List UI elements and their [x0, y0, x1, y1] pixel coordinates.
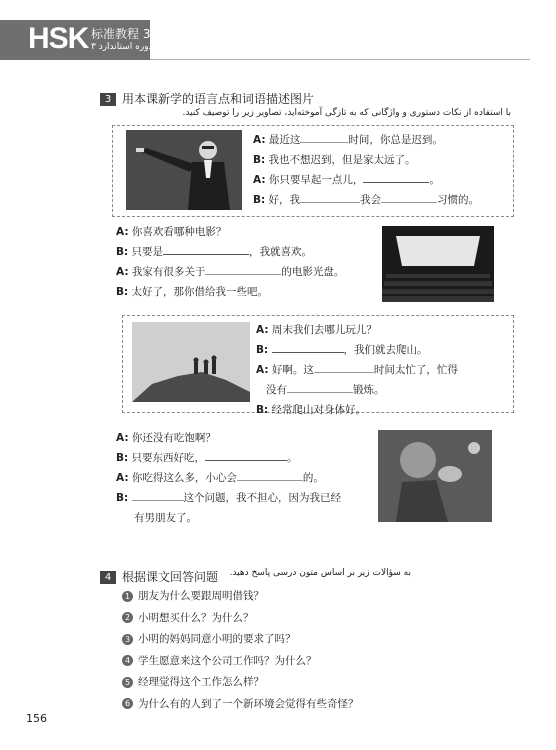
answer-blank[interactable]	[300, 130, 348, 143]
speaker-label: B:	[253, 194, 266, 206]
dialog-2	[116, 222, 344, 302]
dialog-text: ，我们就去爬山。	[343, 344, 428, 356]
dialog-text: 最近这	[268, 134, 301, 146]
dialog-text: 有男朋友了。	[134, 512, 197, 524]
speaker-label: A:	[256, 364, 269, 376]
question-item	[122, 694, 359, 716]
dialog-text: 周末我们去哪儿玩儿？	[271, 324, 377, 336]
dialog4-line	[116, 508, 341, 528]
question-number: 6	[122, 698, 133, 709]
dialog4-line	[116, 488, 341, 508]
section3-instruction: با استفاده از نکات دستوری و واژگانی که به تازگی آموخته‌اید، تصاویر زیر را توصیف کنید.	[182, 108, 511, 118]
question-number: 2	[122, 612, 133, 623]
dialog-text: 我会	[360, 194, 382, 206]
question-number: 5	[122, 677, 133, 688]
dialog-text: 你只要早起一点儿，	[268, 174, 364, 186]
dialog-text: 只要是	[131, 246, 164, 258]
speaker-label: B:	[116, 492, 129, 504]
section3-number: 3	[100, 93, 116, 106]
answer-blank[interactable]	[163, 242, 249, 255]
dialog-text: 好啊。这	[271, 364, 314, 376]
section3-heading	[100, 90, 314, 107]
dialog-text: 你喜欢看哪种电影？	[131, 226, 227, 238]
section4-number: 4	[100, 571, 116, 584]
question-number: 4	[122, 655, 133, 666]
section4-heading	[100, 568, 218, 585]
question-text: 小明的妈妈同意小明的要求了吗？	[138, 633, 296, 645]
dialog-text: 经常爬山对身体好。	[271, 404, 367, 416]
answer-blank[interactable]	[381, 190, 437, 203]
speaker-label: B:	[116, 246, 129, 258]
dialog3-line	[256, 400, 458, 420]
dialog-text: ，我就喜欢。	[249, 246, 313, 258]
dialog3-line	[256, 380, 458, 400]
answer-blank[interactable]	[314, 360, 374, 373]
answer-blank[interactable]	[272, 340, 344, 353]
dialog-text: 我也不想迟到，但是家太远了。	[268, 154, 416, 166]
question-number: 3	[122, 634, 133, 645]
book-title-chinese: 标准教程 3	[91, 27, 151, 41]
question-text: 学生愿意来这个公司工作吗？为什么？	[138, 654, 317, 667]
dialog-text: 好，我	[268, 194, 301, 206]
question-number: 1	[122, 591, 133, 602]
speaker-label: A:	[253, 174, 266, 186]
dialog1-line	[253, 130, 479, 150]
dialog-text: 只要东西好吃，	[131, 452, 206, 464]
dialog-text: 时间，你总是迟到。	[348, 134, 443, 146]
answer-blank[interactable]	[205, 262, 281, 275]
section3-title: 用本课新学的语言点和词语描述图片	[122, 92, 315, 106]
dialog3-line	[256, 360, 458, 380]
question-text: 朋友为什么要跟周明借钱？	[138, 590, 264, 602]
dialog3-line	[256, 320, 458, 340]
question-text: 小明想买什么？为什么？	[138, 611, 254, 624]
answer-blank[interactable]	[287, 380, 353, 393]
answer-blank[interactable]	[132, 488, 184, 501]
dialog-3	[256, 320, 458, 420]
dialog2-line	[116, 282, 344, 302]
speaker-label: A:	[116, 432, 129, 444]
photo-cinema	[382, 226, 494, 302]
dialog2-line	[116, 262, 344, 282]
answer-blank[interactable]	[300, 190, 360, 203]
page-number: 156	[26, 712, 47, 725]
dialog-text: 时间太忙了，忙得	[373, 364, 458, 376]
header-rule	[150, 59, 530, 60]
question-text: 经理觉得这个工作怎么样？	[138, 676, 264, 688]
dialog4-line	[116, 468, 341, 488]
photo-eating	[378, 430, 492, 522]
dialog-1	[253, 130, 479, 210]
dialog-text: 锻炼。	[353, 384, 385, 396]
answer-blank[interactable]	[363, 170, 429, 183]
speaker-label: B:	[256, 404, 269, 416]
speaker-label: B:	[256, 344, 269, 356]
speaker-label: A:	[116, 472, 129, 484]
section4-instruction: به سؤالات زیر بر اساس متون درسی پاسخ دهید.	[229, 568, 411, 578]
dialog3-line	[256, 340, 458, 360]
speaker-label: A:	[253, 134, 266, 146]
speaker-label: A:	[116, 226, 129, 238]
speaker-label: A:	[116, 266, 129, 278]
answer-blank[interactable]	[237, 468, 303, 481]
dialog-text: 。	[429, 174, 440, 186]
dialog4-line	[116, 428, 341, 448]
section4-title: 根据课文回答问题	[122, 570, 219, 584]
dialog-4	[116, 428, 341, 528]
answer-blank[interactable]	[205, 448, 287, 461]
dialog-text: 的电影光盘。	[281, 266, 345, 278]
dialog2-line	[116, 222, 344, 242]
speaker-label: B:	[116, 452, 129, 464]
question-item	[122, 672, 359, 694]
hsk-logo: HSK	[28, 22, 89, 55]
speaker-label: A:	[256, 324, 269, 336]
dialog1-line	[253, 190, 479, 210]
dialog1-line	[253, 170, 479, 190]
dialog2-line	[116, 242, 344, 262]
speaker-label: B:	[116, 286, 129, 298]
dialog-text: 太好了，那你借给我一些吧。	[131, 286, 269, 298]
speaker-label: B:	[253, 154, 266, 166]
dialog1-line	[253, 150, 479, 170]
dialog-text: 你吃得这么多，小心会	[131, 472, 237, 484]
dialog-text: 。	[287, 452, 298, 464]
question-item	[122, 629, 359, 651]
question-text: 为什么有的人到了一个新环境会觉得有些奇怪？	[138, 697, 359, 710]
dialog-text: 没有	[266, 384, 287, 396]
dialog-text: 你还没有吃饱啊？	[131, 432, 216, 444]
dialog-text: 的。	[302, 472, 324, 484]
question-item	[122, 586, 359, 608]
photo-hiking	[132, 322, 250, 402]
dialog-text: 习惯的。	[437, 194, 480, 206]
dialog-text: 这个问题，我不担心，因为我已经	[183, 492, 342, 504]
dialog4-line	[116, 448, 341, 468]
book-title-persian: دوره استاندارد ۳	[91, 42, 153, 52]
question-item	[122, 651, 359, 673]
dialog-text: 我家有很多关于	[131, 266, 206, 278]
question-list	[122, 586, 359, 715]
question-item	[122, 608, 359, 630]
photo-teacher-pointing	[126, 130, 242, 210]
